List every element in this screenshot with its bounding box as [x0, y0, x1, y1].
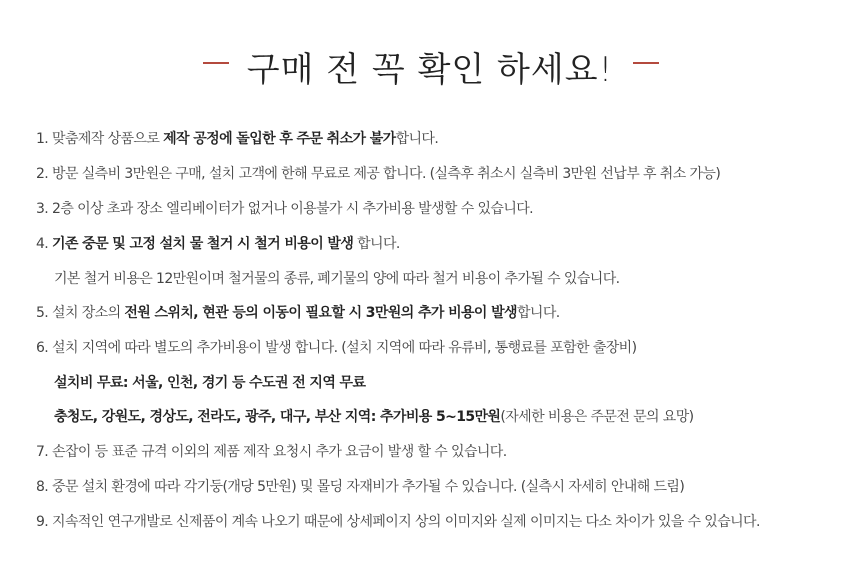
- notice-item-5: 5. 설치 장소의 전원 스위치, 현관 등의 이동이 필요할 시 3만원의 추가 비용이 발생합니다.: [36, 305, 560, 321]
- notice-item-8: 8. 중문 설치 환경에 따라 각기둥(개당 5만원) 및 몰딩 자재비가 추가될 수 있습니다. (실측시 자세히 안내해 드림): [36, 479, 685, 495]
- notice-item-6-free-area: 설치비 무료: 서울, 인천, 경기 등 수도권 전 지역 무료: [54, 375, 366, 391]
- title-right-dash: [633, 62, 659, 64]
- notice-item-9: 9. 지속적인 연구개발로 신제품이 계속 나오기 때문에 상세페이지 상의 이미지와 실제 이미지는 다소 차이가 있을 수 있습니다.: [36, 514, 760, 530]
- notice-item-2: 2. 방문 실측비 3만원은 구매, 설치 고객에 한해 무료로 제공 합니다. (실측후 취소시 실측비 3만원 선납부 후 취소 가능): [36, 166, 721, 182]
- notice-item-6-extra-area: 충청도, 강원도, 경상도, 전라도, 광주, 대구, 부산 지역: 추가비용 5~15만원(자세한 비용은 주문전 문의 요망): [54, 409, 694, 425]
- item-number: 4.: [36, 236, 49, 252]
- item-number: 5.: [36, 305, 49, 321]
- notice-item-1: 1. 맞춤제작 상품으로 제작 공정에 돌입한 후 주문 취소가 불가합니다.: [36, 131, 439, 147]
- item-number: 7.: [36, 444, 49, 460]
- item-number: 9.: [36, 514, 49, 530]
- notice-header: [0, 0, 860, 130]
- notice-item-6: 6. 설치 지역에 따라 별도의 추가비용이 발생 합니다. (설치 지역에 따라 유류비, 통행료를 포함한 출장비): [36, 340, 637, 356]
- item-number: 8.: [36, 479, 49, 495]
- notice-item-4: 4. 기존 중문 및 고정 설치 물 철거 시 철거 비용이 발생 합니다.: [36, 236, 400, 252]
- item-number: 6.: [36, 340, 49, 356]
- item-number: 1.: [36, 131, 49, 147]
- notice-item-3: 3. 2층 이상 초과 장소 엘리베이터가 없거나 이용불가 시 추가비용 발생할 수 있습니다.: [36, 201, 534, 217]
- notice-item-4-detail: 기본 철거 비용은 12만원이며 철거물의 종류, 폐기물의 양에 따라 철거 비용이 추가될 수 있습니다.: [54, 271, 620, 287]
- item-number: 2.: [36, 166, 49, 182]
- page-title: 구매 전 꼭 확인 하세요!: [246, 50, 614, 90]
- notice-item-7: 7. 손잡이 등 표준 규격 이외의 제품 제작 요청시 추가 요금이 발생 할 수 있습니다.: [36, 444, 507, 460]
- item-number: 3.: [36, 201, 49, 217]
